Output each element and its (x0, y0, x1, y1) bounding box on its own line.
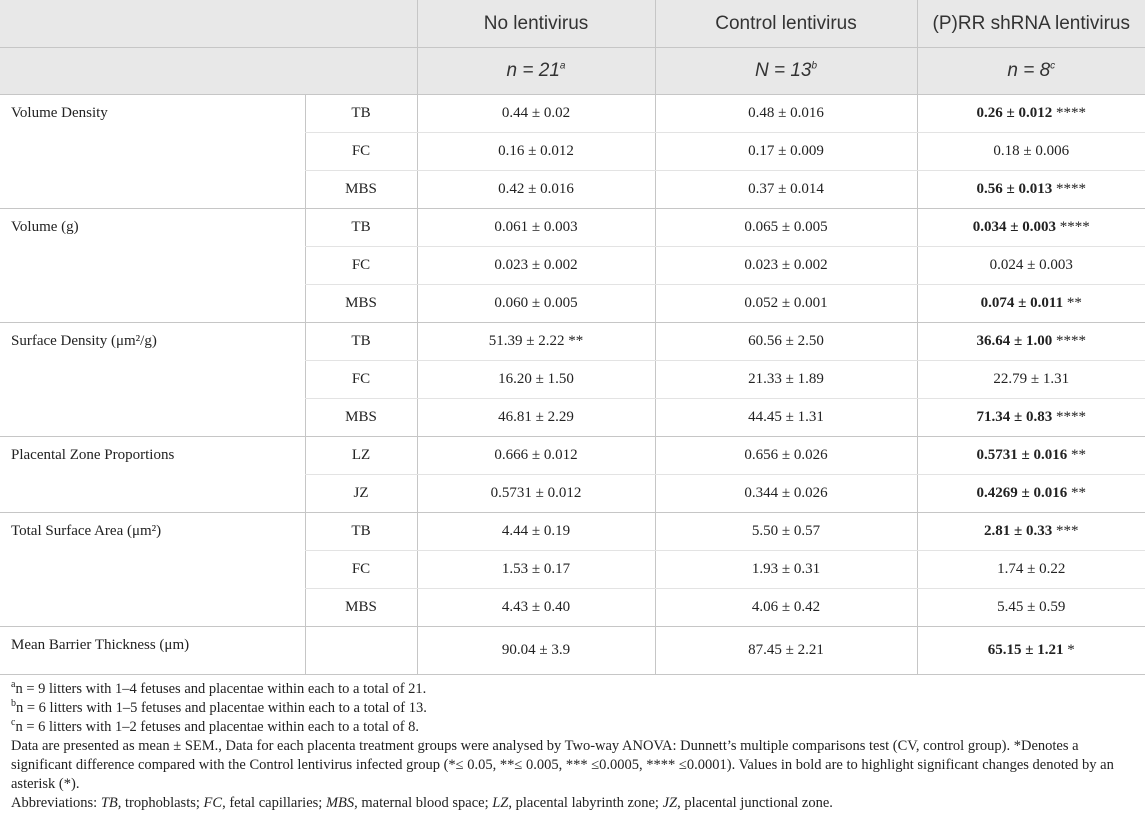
header-blank (0, 0, 417, 48)
footnote-text: n = 9 litters with 1–4 fetuses and placentae within each to a total of 21. (15, 681, 427, 697)
cell-value: 5.45 ± 0.59 (997, 599, 1066, 615)
n-value: n = 8 (1007, 60, 1051, 81)
cell-prr-lentivirus (917, 95, 1145, 133)
n-row-blank (0, 48, 417, 95)
abbreviation-term: LZ (492, 795, 509, 811)
cell-prr-lentivirus (917, 361, 1145, 399)
cell-control-lentivirus: 5.50 ± 0.57 (655, 513, 917, 551)
cell-no-lentivirus: 4.44 ± 0.19 (417, 513, 655, 551)
cell-prr-lentivirus (917, 209, 1145, 247)
abbreviations-prefix: Abbreviations: (11, 795, 101, 811)
abbreviation-definition: , trophoblasts; (117, 795, 204, 811)
row-group-label: Volume Density (0, 95, 305, 209)
cell-prr-lentivirus (917, 627, 1145, 675)
cell-value: 1.74 ± 0.22 (997, 561, 1066, 577)
cell-control-lentivirus: 0.37 ± 0.014 (655, 171, 917, 209)
cell-value: 22.79 ± 1.31 (993, 371, 1070, 387)
cell-control-lentivirus: 1.93 ± 0.31 (655, 551, 917, 589)
cell-prr-lentivirus (917, 513, 1145, 551)
cell-no-lentivirus: 51.39 ± 2.22 ** (417, 323, 655, 361)
footnote-b (11, 699, 1136, 718)
n-value: n = 21 (506, 60, 560, 81)
cell-prr-lentivirus (917, 171, 1145, 209)
cell-no-lentivirus: 0.5731 ± 0.012 (417, 475, 655, 513)
row-group-label: Placental Zone Proportions (0, 437, 305, 513)
cell-value: 2.81 ± 0.33 (984, 523, 1053, 539)
header-row (0, 0, 1145, 48)
cell-prr-lentivirus (917, 399, 1145, 437)
footnote-c (11, 718, 1136, 737)
significance-marker: ** (1070, 485, 1086, 501)
col-header-no-lentivirus: No lentivirus (417, 0, 655, 48)
col-header-prr-lentivirus: (P)RR shRNA lentivirus (917, 0, 1145, 48)
row-sublabel: FC (305, 551, 417, 589)
n-value: N = 13 (754, 60, 812, 81)
abbreviation-definition: , fetal capillaries; (222, 795, 326, 811)
cell-no-lentivirus: 0.44 ± 0.02 (417, 95, 655, 133)
n-label-prr (917, 48, 1145, 95)
cell-no-lentivirus: 90.04 ± 3.9 (417, 627, 655, 675)
cell-value: 0.034 ± 0.003 (972, 219, 1056, 235)
cell-no-lentivirus: 1.53 ± 0.17 (417, 551, 655, 589)
row-group-label: Surface Density (μm²/g) (0, 323, 305, 437)
cell-control-lentivirus: 0.052 ± 0.001 (655, 285, 917, 323)
significance-marker: ** (1070, 447, 1086, 463)
cell-value: 65.15 ± 1.21 (987, 642, 1064, 658)
significance-marker: **** (1059, 219, 1090, 235)
cell-control-lentivirus: 0.17 ± 0.009 (655, 133, 917, 171)
row-sublabel: MBS (305, 171, 417, 209)
row-sublabel: MBS (305, 285, 417, 323)
cell-prr-lentivirus (917, 551, 1145, 589)
footnote-mark: b (11, 698, 16, 710)
cell-control-lentivirus: 87.45 ± 2.21 (655, 627, 917, 675)
table-row (0, 209, 1145, 247)
cell-prr-lentivirus (917, 285, 1145, 323)
cell-no-lentivirus: 4.43 ± 0.40 (417, 589, 655, 627)
cell-value: 0.024 ± 0.003 (989, 257, 1073, 273)
cell-prr-lentivirus (917, 247, 1145, 285)
row-sublabel: TB (305, 209, 417, 247)
n-footnote-mark: a (559, 60, 566, 72)
n-row (0, 48, 1145, 95)
row-sublabel: MBS (305, 399, 417, 437)
cell-value: 0.5731 ± 0.016 (976, 447, 1068, 463)
significance-marker: **** (1055, 181, 1086, 197)
cell-control-lentivirus: 4.06 ± 0.42 (655, 589, 917, 627)
significance-marker: **** (1055, 409, 1086, 425)
abbreviation-term: MBS (325, 795, 355, 811)
row-group-label: Volume (g) (0, 209, 305, 323)
row-sublabel: LZ (305, 437, 417, 475)
row-sublabel: TB (305, 323, 417, 361)
n-label-no (417, 48, 655, 95)
cell-prr-lentivirus (917, 437, 1145, 475)
footnote-text: n = 6 litters with 1–2 fetuses and placentae within each to a total of 8. (15, 719, 420, 735)
cell-prr-lentivirus (917, 589, 1145, 627)
col-header-control-lentivirus: Control lentivirus (655, 0, 917, 48)
n-footnote-mark: c (1050, 60, 1056, 72)
cell-value: 71.34 ± 0.83 (976, 409, 1053, 425)
significance-marker: * (1067, 642, 1075, 658)
abbreviation-term: JZ (662, 795, 678, 811)
cell-prr-lentivirus (917, 475, 1145, 513)
footnote-text: n = 6 litters with 1–5 fetuses and placentae within each to a total of 13. (16, 700, 427, 716)
significance-marker: **** (1055, 105, 1086, 121)
row-sublabel: TB (305, 513, 417, 551)
significance-marker: *** (1055, 523, 1079, 539)
cell-control-lentivirus: 0.48 ± 0.016 (655, 95, 917, 133)
cell-no-lentivirus: 0.16 ± 0.012 (417, 133, 655, 171)
cell-value: 0.074 ± 0.011 (980, 295, 1064, 311)
table-row (0, 513, 1145, 551)
abbreviation-term: TB (100, 795, 118, 811)
cell-value: 0.4269 ± 0.016 (976, 485, 1068, 501)
row-sublabel: MBS (305, 589, 417, 627)
cell-control-lentivirus: 0.065 ± 0.005 (655, 209, 917, 247)
footnote-mark: a (11, 679, 16, 691)
cell-no-lentivirus: 0.42 ± 0.016 (417, 171, 655, 209)
abbreviations (11, 794, 1136, 813)
cell-value: 0.56 ± 0.013 (976, 181, 1053, 197)
significance-marker: **** (1055, 333, 1086, 349)
n-label-control (655, 48, 917, 95)
cell-no-lentivirus: 0.666 ± 0.012 (417, 437, 655, 475)
footnote-a (11, 680, 1136, 699)
cell-prr-lentivirus (917, 133, 1145, 171)
cell-no-lentivirus: 0.060 ± 0.005 (417, 285, 655, 323)
cell-value: 0.26 ± 0.012 (976, 105, 1053, 121)
table-row (0, 95, 1145, 133)
table-row (0, 323, 1145, 361)
row-sublabel: FC (305, 247, 417, 285)
row-group-label: Total Surface Area (μm²) (0, 513, 305, 627)
cell-control-lentivirus: 0.344 ± 0.026 (655, 475, 917, 513)
cell-control-lentivirus: 0.023 ± 0.002 (655, 247, 917, 285)
cell-prr-lentivirus (917, 323, 1145, 361)
cell-control-lentivirus: 60.56 ± 2.50 (655, 323, 917, 361)
row-sublabel: TB (305, 95, 417, 133)
footnotes (11, 680, 1136, 813)
row-sublabel: FC (305, 133, 417, 171)
row-sublabel: JZ (305, 475, 417, 513)
table-body (0, 95, 1145, 675)
significance-marker: ** (1066, 295, 1082, 311)
table-row (0, 437, 1145, 475)
cell-control-lentivirus: 21.33 ± 1.89 (655, 361, 917, 399)
abbreviation-definition: , placental junctional zone. (677, 795, 833, 811)
row-group-label: Mean Barrier Thickness (μm) (0, 627, 305, 675)
row-sublabel: FC (305, 361, 417, 399)
cell-control-lentivirus: 44.45 ± 1.31 (655, 399, 917, 437)
cell-value: 0.18 ± 0.006 (993, 143, 1070, 159)
abbreviation-term: FC (203, 795, 223, 811)
cell-value: 36.64 ± 1.00 (976, 333, 1053, 349)
n-footnote-mark: b (811, 60, 818, 72)
cell-no-lentivirus: 16.20 ± 1.50 (417, 361, 655, 399)
cell-no-lentivirus: 0.023 ± 0.002 (417, 247, 655, 285)
table-row (0, 627, 1145, 675)
row-sublabel (305, 627, 417, 675)
data-note: Data are presented as mean ± SEM., Data for each placenta treatment groups were analysed by Two-way ANOVA: Dunnett’s multiple comparisons test (CV, control group). *Denotes a significant difference compared with the Control lentivirus infected group (*≤ 0.05, **≤ 0.005, *** ≤0.0005, **** ≤0.0001). Values in bold are to highlight significant changes denoted by an asterisk (*). (11, 738, 1114, 792)
cell-no-lentivirus: 0.061 ± 0.003 (417, 209, 655, 247)
cell-no-lentivirus: 46.81 ± 2.29 (417, 399, 655, 437)
cell-control-lentivirus: 0.656 ± 0.026 (655, 437, 917, 475)
footnote-mark: c (11, 717, 16, 729)
abbreviation-definition: , placental labyrinth zone; (508, 795, 663, 811)
abbreviation-definition: , maternal blood space; (354, 795, 493, 811)
